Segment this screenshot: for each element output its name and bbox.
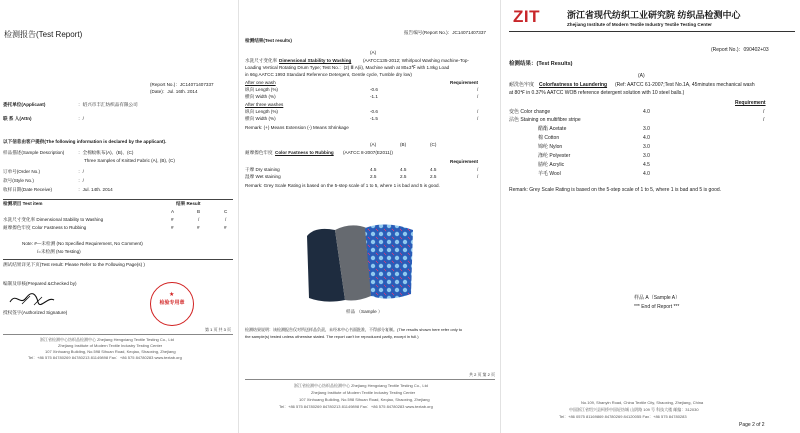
style-label: 款号(Style No.) (3, 178, 34, 183)
footer-line: Tel：+86 575 84780269 84780213 81149898 Fax：+86 575 84780283 www.textab.org (28, 355, 182, 360)
requirement-slash: / (477, 87, 479, 92)
applicant-label: 委托单位(Applicant) (3, 102, 46, 107)
test-method: (Ref: AATCC 61-2007;Test No.1A, 45minutes mechanical wash (615, 82, 755, 88)
footer-line: 107 Xinhuang Building, No.598 Sihuan Road, Keqiao, Shaoxing, Zhejiang (299, 397, 430, 402)
wet-value-b: 2.5 (400, 174, 407, 179)
fibre-label: 羊毛 Wool (538, 171, 561, 177)
sample-desc-label: 样品描述(Sample Description) (3, 150, 65, 155)
test1-title-en: Dimensional Stability to Washing (279, 58, 352, 63)
fibre-value: 4.0 (643, 171, 650, 177)
test-item-value: # (197, 225, 200, 230)
attn-value: ：/ (78, 116, 84, 121)
report-page-3 (500, 0, 800, 433)
col-a-label: (A) (370, 142, 377, 147)
fibre-label: 涤纶 Polyester (538, 153, 571, 159)
test1-title-zh: 水洗尺寸变化率 (245, 58, 278, 63)
requirement-header: Requirement (450, 159, 479, 164)
test-title-en: Colorfastness to Laundering (539, 82, 608, 88)
footer-line: Tel：+86 0575 81169869 84780269 84120055 Fax：+86 575 84780283 (559, 414, 687, 419)
test1-method: (AATCC135-2012; Whirlpool Washing machine-Top- (363, 58, 469, 63)
remark-1: Remark: (+) Means Extension (-) Means Shrinkage (245, 125, 349, 130)
test2-title-en: Color Fastness to Rubbing (275, 150, 334, 155)
test-item-value: / (198, 217, 200, 222)
report-page-1 (0, 0, 238, 433)
three-width-value: -1.5 (370, 116, 378, 121)
end-of-report: *** End of Report *** (634, 304, 680, 310)
remark-2: Remark: Grey Scale Rating is based on the 5-step scale of 1 to 5, where 1 is bad and 5 is good. (245, 183, 440, 188)
color-change-label: 变色 Color change (509, 109, 551, 115)
color-change-requirement: / (763, 109, 765, 115)
stamp-text: 检验专用章 (159, 300, 185, 306)
institute-name-zh: 浙江省现代纺织工业研究院 纺织品检测中心 (567, 10, 741, 20)
remark: Remark: Grey Scale Rating is based on the 5-step scale of 1 to 5, where 1 is bad and 5 is good. (509, 187, 722, 193)
report-title: 检测报告(Test Report) (4, 30, 83, 39)
result-header: 结果 Result (176, 201, 201, 206)
test2-method: (AATCC 8-2007(E2011)) (343, 150, 393, 155)
prepared-label: 编制及审核(Prepared &Checked by) (3, 281, 77, 286)
wet-value-c: 2.5 (430, 174, 437, 179)
fibre-value: 3.0 (643, 144, 650, 150)
col-c-label: (C) (430, 142, 437, 147)
inspection-stamp (150, 282, 194, 326)
requirement-slash: / (477, 94, 479, 99)
test1-method-cont: in 66g AATCC 1993 Standard Reference Detergent, Gentle cycle, Tumble dry low) (245, 72, 412, 77)
footer-line: Zhejiang Institute of Modern Textile Industry Testing Center (58, 343, 163, 348)
footer-line: Zhejiang Institute of Modern Textile Industry Testing Center (311, 390, 416, 395)
requirement-slash: / (477, 116, 479, 121)
page-number: 共 2 页 第 2 页 (469, 372, 496, 377)
style-value: ：/ (78, 178, 84, 183)
received-value: ：Jul. 14th. 2014 (78, 187, 113, 192)
order-label: 订单号(Order No.) (3, 169, 41, 174)
signature-scribble (8, 290, 58, 308)
color-change-value: 4.0 (643, 109, 650, 115)
report-number: (Report No.)：JC14071407337 (150, 82, 214, 87)
sample-desc-value: ：全棉蚊帐布(A)、(B)、(C) (78, 150, 134, 155)
order-value: ：/ (78, 169, 84, 174)
results-header: 检测结果(Test results) (245, 38, 292, 43)
dry-staining-label: 干摩 Dry staining (245, 167, 280, 172)
footer-line: 浙江省检测中心纺织品检测中心 Zhejiang Hengxiang Textile Testing Co., Ltd (294, 383, 428, 388)
printed-swatch (365, 224, 413, 298)
test2-title-zh: 耐摩擦色牢度 (245, 150, 273, 155)
divider (245, 379, 495, 380)
test-item-value: / (225, 217, 227, 222)
test-item-row: 耐摩擦色牢度 Color Fastness to Rubbing (3, 225, 87, 230)
test-item-value: # (171, 225, 174, 230)
requirement-slash: / (477, 174, 479, 179)
results-header: 检测结果：(Test Results) (509, 61, 573, 67)
header-divider (509, 31, 795, 32)
test-item-value: # (224, 225, 227, 230)
fibre-value: 3.0 (643, 153, 650, 159)
report-number: 报告编号(Report No.)：JC14071407337 (404, 30, 486, 35)
page-number: Page 2 of 2 (739, 422, 765, 428)
report-number: (Report No.)：090402+03 (711, 47, 769, 53)
col-a-label: (A) (638, 73, 645, 79)
col-a-label: (A) (370, 50, 377, 55)
result-col-c: C (224, 209, 228, 214)
disclaimer: 检测结果说明：该检测报告仅对所送样品负责，未经本中心书面批准，不得部分复制。(The results shown here refer only to (245, 327, 463, 332)
requirement-slash: / (477, 167, 479, 172)
footer-line: No.109, Shanyin Road, China Textile City, Shaoxing, Zhejiang, China (581, 400, 704, 405)
length-label: 纵向 Length (%) (245, 87, 278, 92)
divider (3, 199, 233, 200)
sample-caption: 样品 （Sample ） (346, 309, 383, 314)
test-title-zh: 耐洗色牢度 (509, 82, 535, 88)
applicant-value: ：绍兴市丰汇纺织品有限公司 (78, 102, 138, 107)
test-method-cont: at 80℉ in 0.37% AATCC WOB reference detergent solution with 10 steel balls.) (509, 90, 685, 96)
test-item-header: 检测项目 Test item (3, 201, 43, 206)
fibre-value: 4.0 (643, 135, 650, 141)
divider (3, 334, 233, 335)
test1-method-cont: Loading Vertical Rotating Drum Type; Test No.：(2) Ⅲ A(ii), Machine wash at 80±3℉ with 1.8kg Load (245, 65, 450, 70)
fibre-label: 腈纶 Acrylic (538, 162, 565, 168)
staining-label: 沾色 Staining on multifibre stripe (509, 117, 581, 123)
test-item-row: 水洗尺寸变化率 Dimensional Stability to Washing (3, 217, 104, 222)
fibre-label: 醋酯 Acetate (538, 126, 567, 132)
note-line: /=未检测 (No Testing) (37, 249, 81, 254)
col-b-label: (B) (400, 142, 407, 147)
received-label: 收样日期(Date Receive) (3, 187, 53, 192)
sample-a-label: 样品 A（Sample A） (634, 295, 681, 301)
wet-value-a: 2.5 (370, 174, 377, 179)
one-width-value: -1.1 (370, 94, 378, 99)
fibre-value: 4.5 (643, 162, 650, 168)
dry-value-b: 4.5 (400, 167, 407, 172)
report-date: (Date)：Jul. 16th. 2014 (150, 89, 198, 94)
page-number: 第 1 页 共 3 页 (205, 327, 232, 332)
footer-line: 中国浙江省绍兴县柯桥中国轻纺城 山阴路 109 号 科技大楼 邮编：312030 (569, 407, 699, 412)
sample-desc-en: Three Samples of Knitted Fabric (A), (B), (C) (84, 158, 175, 163)
dry-value-a: 4.5 (370, 167, 377, 172)
fibre-label: 棉 Cotton (538, 135, 560, 141)
institute-name-en: Zhejiang Institute of Modern Textile Industry Textile Testing Center (567, 22, 712, 27)
authorized-label: 授权签字(Authorized Signature) (3, 310, 68, 315)
three-length-value: -0.6 (370, 109, 378, 114)
requirement-header: Requirement (735, 100, 766, 106)
fibre-value: 3.0 (643, 126, 650, 132)
requirement-header: Requirement (450, 80, 479, 85)
report-page-2 (238, 0, 500, 433)
dry-value-c: 4.5 (430, 167, 437, 172)
staining-requirement: / (763, 117, 765, 123)
width-label: 横向 Width (%) (245, 116, 276, 121)
fibre-label: 锦纶 Nylon (538, 144, 563, 150)
footer-line: Tel：+86 575 84780269 84780213 81149898 Fax：+86 575 84780283 www.textab.org (279, 404, 433, 409)
width-label: 横向 Width (%) (245, 94, 276, 99)
footer-line: 浙江省检测中心纺织品检测中心 Zhejiang Hengxiang Textile Testing Co., Ltd (40, 337, 174, 342)
test-item-value: # (171, 217, 174, 222)
stamp-star-icon: ★ (169, 292, 175, 298)
disclaimer-cont: the sample(s) tested unless otherwise stated. The report can't be reproduced partly, except in full.) (245, 334, 419, 339)
footer-line: 107 Xinhuang Building, No.598 Sihuan Road, Keqiao, Shaoxing, Zhejiang (45, 349, 176, 354)
one-length-value: -0.6 (370, 87, 378, 92)
after-three-washes: After three washes (245, 102, 284, 107)
result-col-b: B (197, 209, 201, 214)
after-one-wash: After one wash (245, 80, 276, 85)
result-col-a: A (171, 209, 175, 214)
note-line: Note: #—未检测 (No Specified Requirement, No Comment) (22, 241, 143, 246)
divider (3, 259, 233, 260)
declared-header: 以下信息由客户提供(The following information is declared by the applicant). (3, 139, 167, 144)
attn-label: 联 系 人(Attn) (3, 116, 32, 121)
zit-logo: ZIT (513, 7, 540, 26)
sample-photo (305, 222, 417, 304)
requirement-slash: / (477, 109, 479, 114)
details-note: 测试结果详见下页(Test result: Please Refer to the Following Page(s) ) (3, 262, 145, 267)
wet-staining-label: 湿摩 Wet staining (245, 174, 281, 179)
length-label: 纵向 Length (%) (245, 109, 278, 114)
